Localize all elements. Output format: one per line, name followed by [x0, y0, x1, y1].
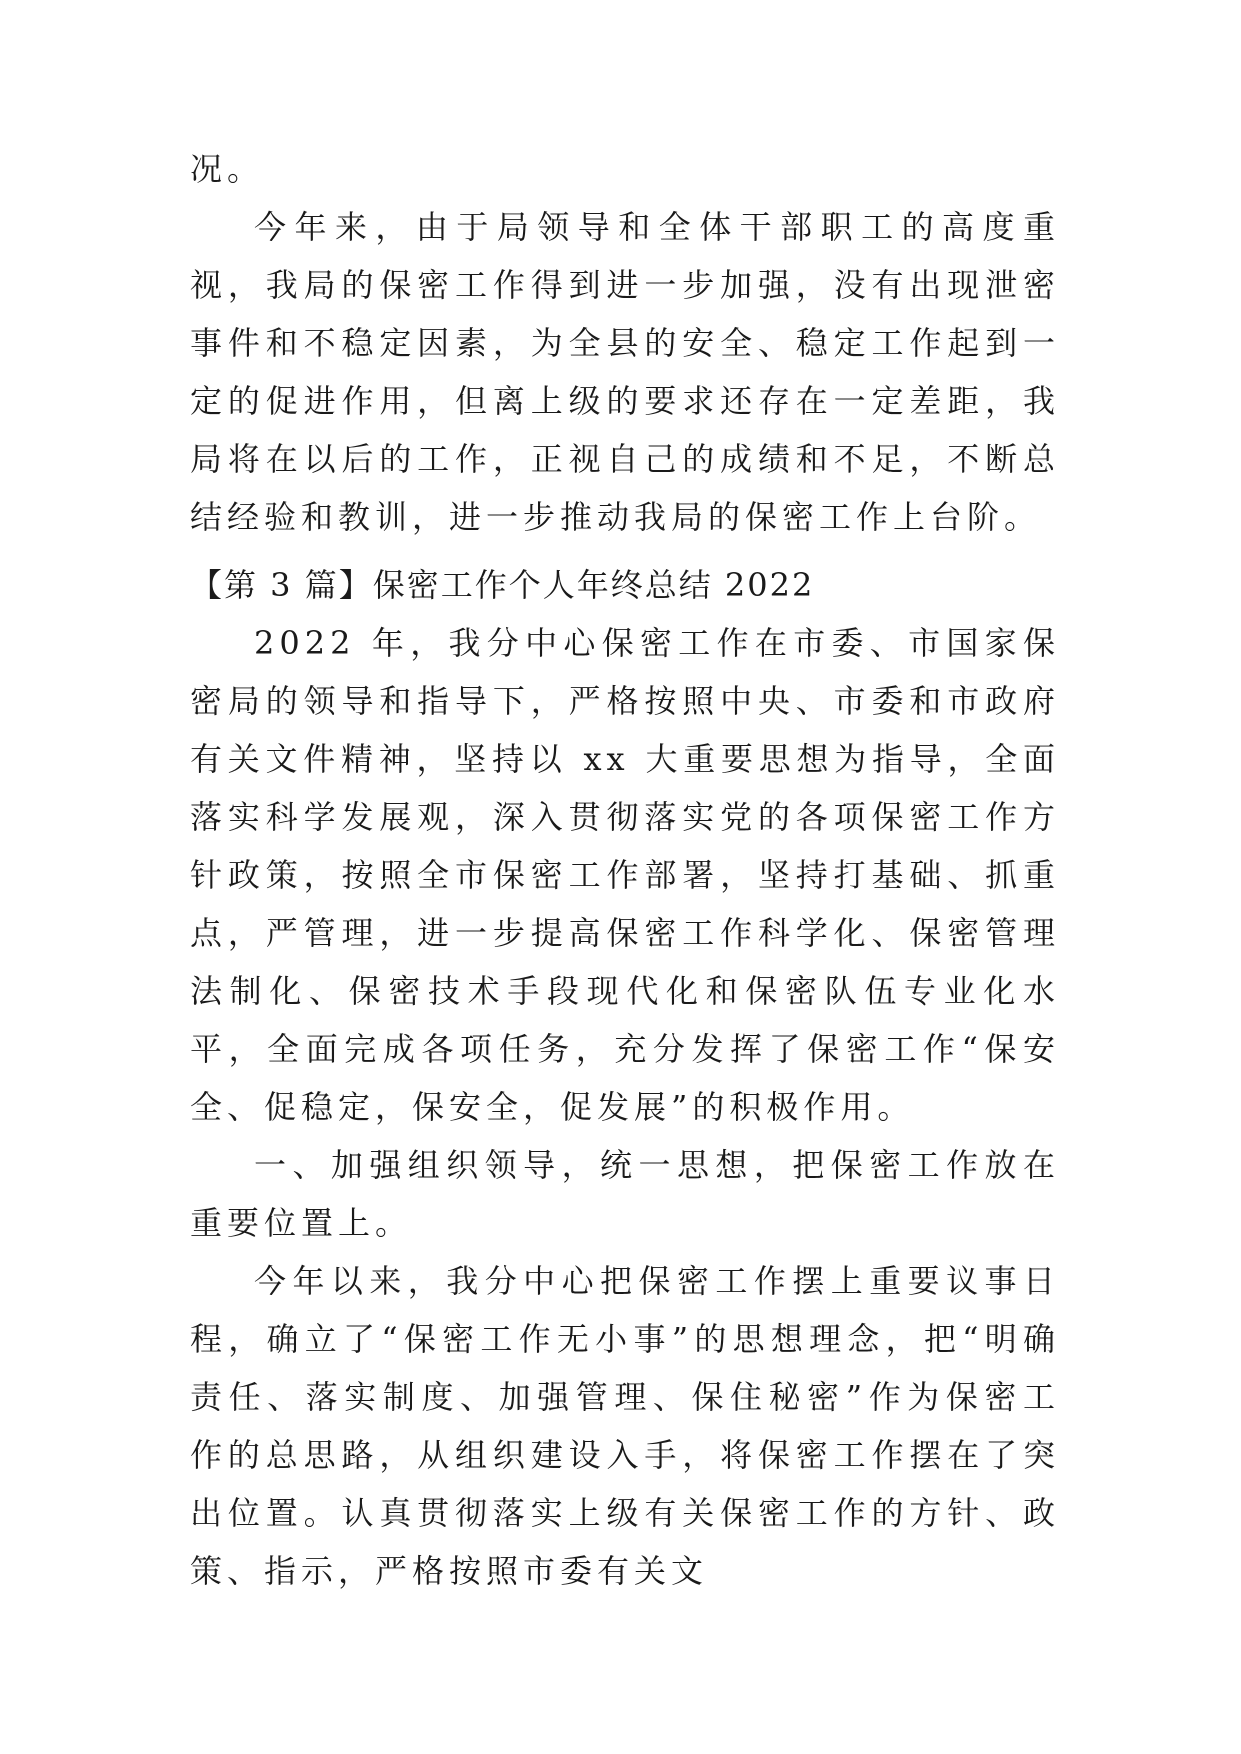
paragraph-continuation: 况。	[190, 150, 265, 188]
paragraph-summary: 今年来，由于局领导和全体干部职工的高度重视，我局的保密工作得到进一步加强，没有出现泄密事件和不稳定因素，为全县的安全、稳定工作起到一定的促进作用，但离上级的要求还存在一定差距，我局将在以后的工作，正视自己的成绩和不足，不断总结经验和教训，进一步推动我局的保密工作上台阶。	[190, 208, 1060, 536]
paragraph-intro: 2022 年，我分中心保密工作在市委、市国家保密局的领导和指导下，严格按照中央、市委和市政府有关文件精神，坚持以 xx 大重要思想为指导，全面落实科学发展观，深入贯彻落实党的各项保密工作方针政策，按照全市保密工作部署，坚持打基础、抓重点，严管理，进一步提高保密工作科学化、保密管理法制化、保密技术手段现代化和保密队伍专业化水平，全面完成各项任务，充分发挥了保密工作“保安全、促稳定，保安全，促发展”的积极作用。	[190, 624, 1060, 1126]
section-a	[190, 140, 1060, 546]
paragraph-point-one: 一、加强组织领导，统一思想，把保密工作放在重要位置上。	[190, 1146, 1060, 1242]
section-heading: 【第 3 篇】保密工作个人年终总结 2022	[190, 566, 815, 604]
section-b	[190, 556, 1060, 1600]
paragraph-details: 今年以来，我分中心把保密工作摆上重要议事日程，确立了“保密工作无小事”的思想理念，把“明确责任、落实制度、加强管理、保住秘密”作为保密工作的总思路，从组织建设入手，将保密工作摆在了突出位置。认真贯彻落实上级有关保密工作的方针、政策、指示，严格按照市委有关文	[190, 1262, 1060, 1590]
